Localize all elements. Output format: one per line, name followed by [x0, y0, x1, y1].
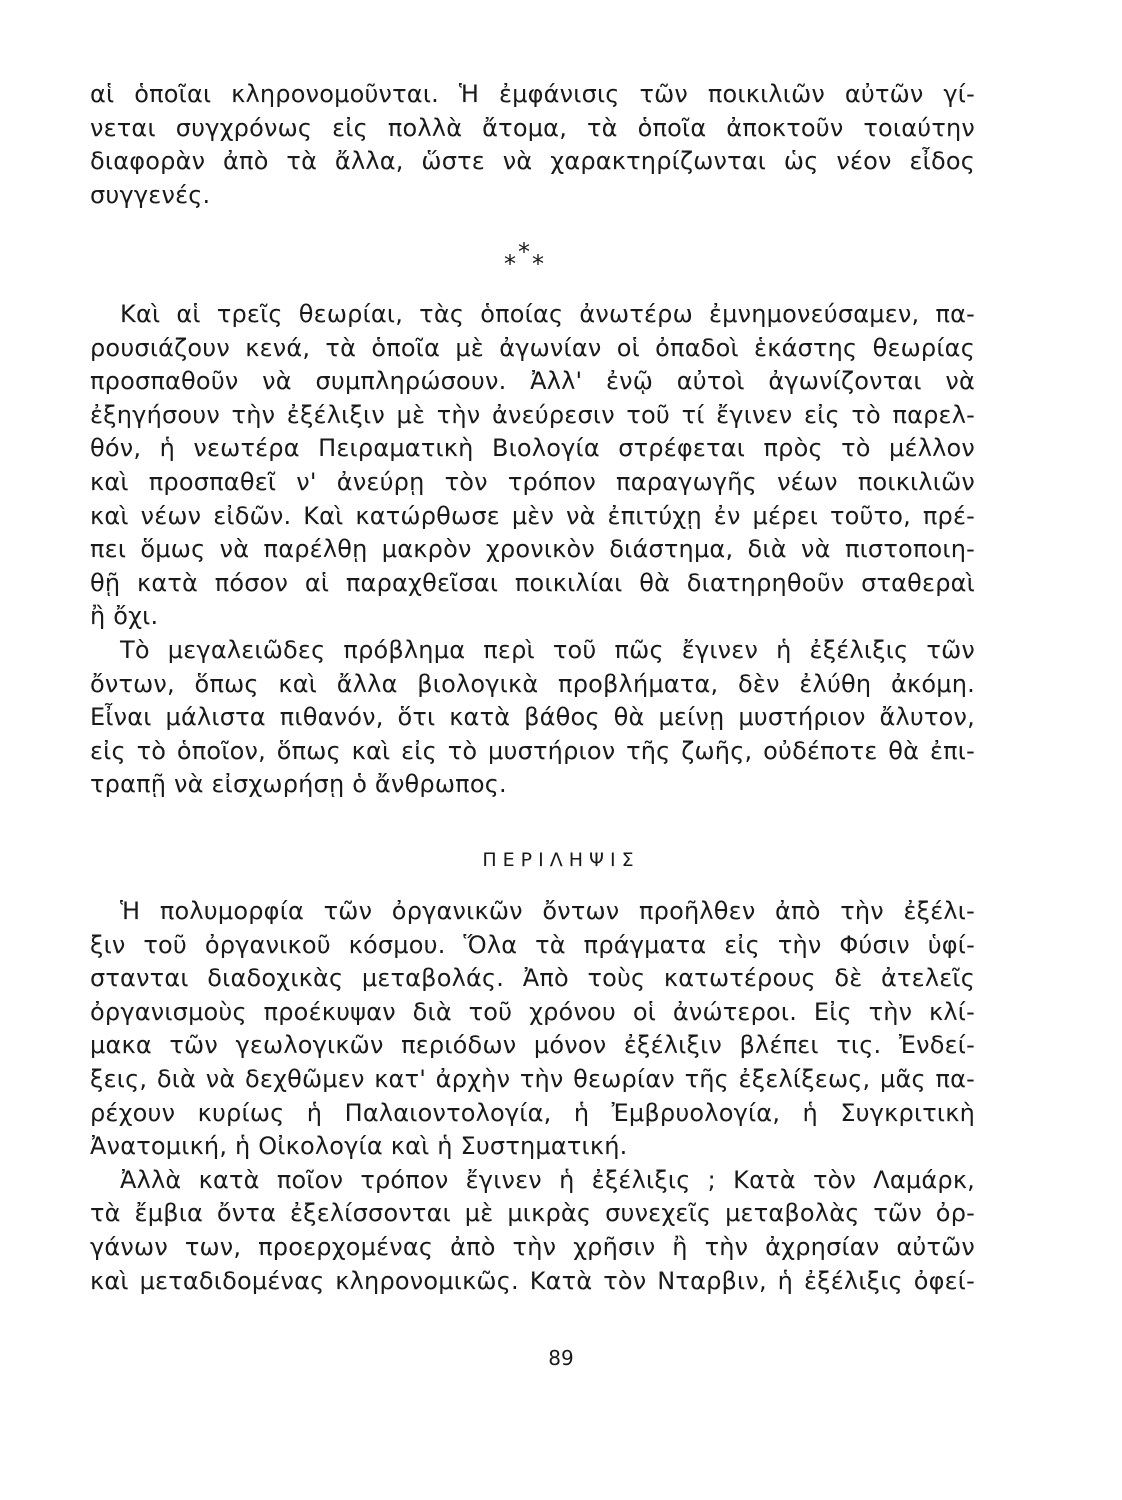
text-line: μακα τῶν γεωλογικῶν περιόδων μόνον ἐξέλιξιν βλέπει τις. Ἐνδεί- [90, 1031, 975, 1060]
text-line: Ἀλλὰ κατὰ ποῖον τρόπον ἔγινεν ἡ ἐξέλιξις ; Κατὰ τὸν Λαμάρκ, [120, 1165, 975, 1194]
text-line: ὀργανισμοὺς προέκυψαν διὰ τοῦ χρόνου οἱ ἀνώτεροι. Εἰς τὴν κλί- [90, 997, 975, 1026]
middle-section [90, 298, 975, 802]
text-line: Καὶ αἱ τρεῖς θεωρίαι, τὰς ὁποίας ἀνωτέρω ἐμνημονεύσαμεν, πα- [120, 300, 975, 328]
text-line: στανται διαδοχικὰς μεταβολάς. Ἀπὸ τοὺς κατωτέρους δὲ ἀτελεῖς [90, 964, 975, 993]
text-line: πει ὅμως νὰ παρέλθῃ μακρὸν χρονικὸν διάστημα, διὰ νὰ πιστοποιη- [90, 535, 975, 564]
text-line: εἰς τὸ ὁποῖον, ὅπως καὶ εἰς τὸ μυστήριον τῆς ζωῆς, οὐδέποτε θὰ ἐπι- [90, 736, 975, 765]
page-number: 89 [548, 1346, 574, 1370]
summary-heading: ΠΕΡΙΛΗΨΙΣ [482, 849, 640, 871]
text-line: ἢ ὄχι. [90, 602, 159, 631]
text-line: θῇ κατὰ πόσον αἱ παραχθεῖσαι ποικιλίαι θὰ διατηρηθοῦν σταθεραὶ [90, 568, 975, 597]
text-line: καὶ νέων εἰδῶν. Καὶ κατώρθωσε μὲν νὰ ἐπιτύχῃ ἐν μέρει τοῦτο, πρέ- [90, 501, 975, 530]
asterism-divider [504, 238, 554, 278]
paragraph-summary-1 [90, 895, 975, 1164]
text-line: καὶ μεταδιδομένας κληρονομικῶς. Κατὰ τὸν Νταρβιν, ἡ ἐξέλιξις ὀφεί- [90, 1266, 975, 1295]
text-line: ρέχουν κυρίως ἡ Παλαιοντολογία, ἡ Ἐμβρυολογία, ἡ Συγκριτικὴ [90, 1098, 975, 1127]
paragraph-theories [90, 298, 975, 634]
text-line: ἐξηγήσουν τὴν ἐξέλιξιν μὲ τὴν ἀνεύρεσιν τοῦ τί ἔγινεν εἰς τὸ παρελ- [90, 400, 975, 429]
text-line: θόν, ἡ νεωτέρα Πειραματικὴ Βιολογία στρέφεται πρὸς τὸ μέλλον [90, 434, 975, 463]
text-line: προσπαθοῦν νὰ συμπληρώσουν. Ἀλλ' ἐνῷ αὐτοὶ ἀγωνίζονται νὰ [90, 367, 975, 396]
asterisk-left: * [504, 250, 516, 278]
paragraph-problem [90, 634, 975, 802]
text-line: αἱ ὁποῖαι κληρονομοῦνται. Ἡ ἐμφάνισις τῶν ποικιλιῶν αὐτῶν γί- [90, 80, 975, 108]
text-line: καὶ προσπαθεῖ ν' ἀνεύρῃ τὸν τρόπον παραγωγῆς νέων ποικιλιῶν [90, 467, 975, 496]
text-line: νεται συγχρόνως εἰς πολλὰ ἄτομα, τὰ ὁποῖα ἀποκτοῦν τοιαύτην [90, 113, 975, 142]
text-line: Ἀνατομική, ἡ Οἰκολογία καὶ ἡ Συστηματική. [90, 1132, 628, 1161]
top-paragraph [90, 78, 975, 212]
text-line: ὄντων, ὅπως καὶ ἄλλα βιολογικὰ προβλήματα, δὲν ἐλύθη ἀκόμη. [90, 669, 975, 698]
text-line: συγγενές. [90, 180, 211, 209]
text-line: ξιν τοῦ ὀργανικοῦ κόσμου. Ὅλα τὰ πράγματα εἰς τὴν Φύσιν ὑφί- [90, 930, 975, 959]
asterisk-right: * [532, 250, 544, 278]
text-line: Εἶναι μάλιστα πιθανόν, ὅτι κατὰ βάθος θὰ μείνῃ μυστήριον ἄλυτον, [90, 703, 975, 732]
text-line: ρουσιάζουν κενά, τὰ ὁποῖα μὲ ἀγωνίαν οἱ ὀπαδοὶ ἑκάστης θεωρίας [90, 333, 975, 362]
text-line: Τὸ μεγαλειῶδες πρόβλημα περὶ τοῦ πῶς ἔγινεν ἡ ἐξέλιξις τῶν [120, 635, 975, 664]
text-line: ξεις, διὰ νὰ δεχθῶμεν κατ' ἀρχὴν τὴν θεωρίαν τῆς ἐξελίξεως, μᾶς πα- [90, 1064, 975, 1093]
text-line: Ἡ πολυμορφία τῶν ὀργανικῶν ὄντων προῆλθεν ἀπὸ τὴν ἐξέλι- [120, 897, 975, 925]
text-line: τὰ ἔμβια ὄντα ἐξελίσσονται μὲ μικρὰς συνεχεῖς μεταβολὰς τῶν ὀρ- [90, 1199, 975, 1228]
summary-section [90, 895, 975, 1298]
text-line: διαφορὰν ἀπὸ τὰ ἄλλα, ὥστε νὰ χαρακτηρίζωνται ὡς νέον εἶδος [90, 147, 975, 176]
text-line: τραπῇ νὰ εἰσχωρήσῃ ὁ ἄνθρωπος. [90, 770, 507, 799]
asterisk-top: * [518, 238, 530, 266]
paragraph-summary-2 [90, 1164, 975, 1298]
text-line: γάνων των, προερχομένας ἀπὸ τὴν χρῆσιν ἢ τὴν ἀχρησίαν αὐτῶν [90, 1232, 975, 1261]
